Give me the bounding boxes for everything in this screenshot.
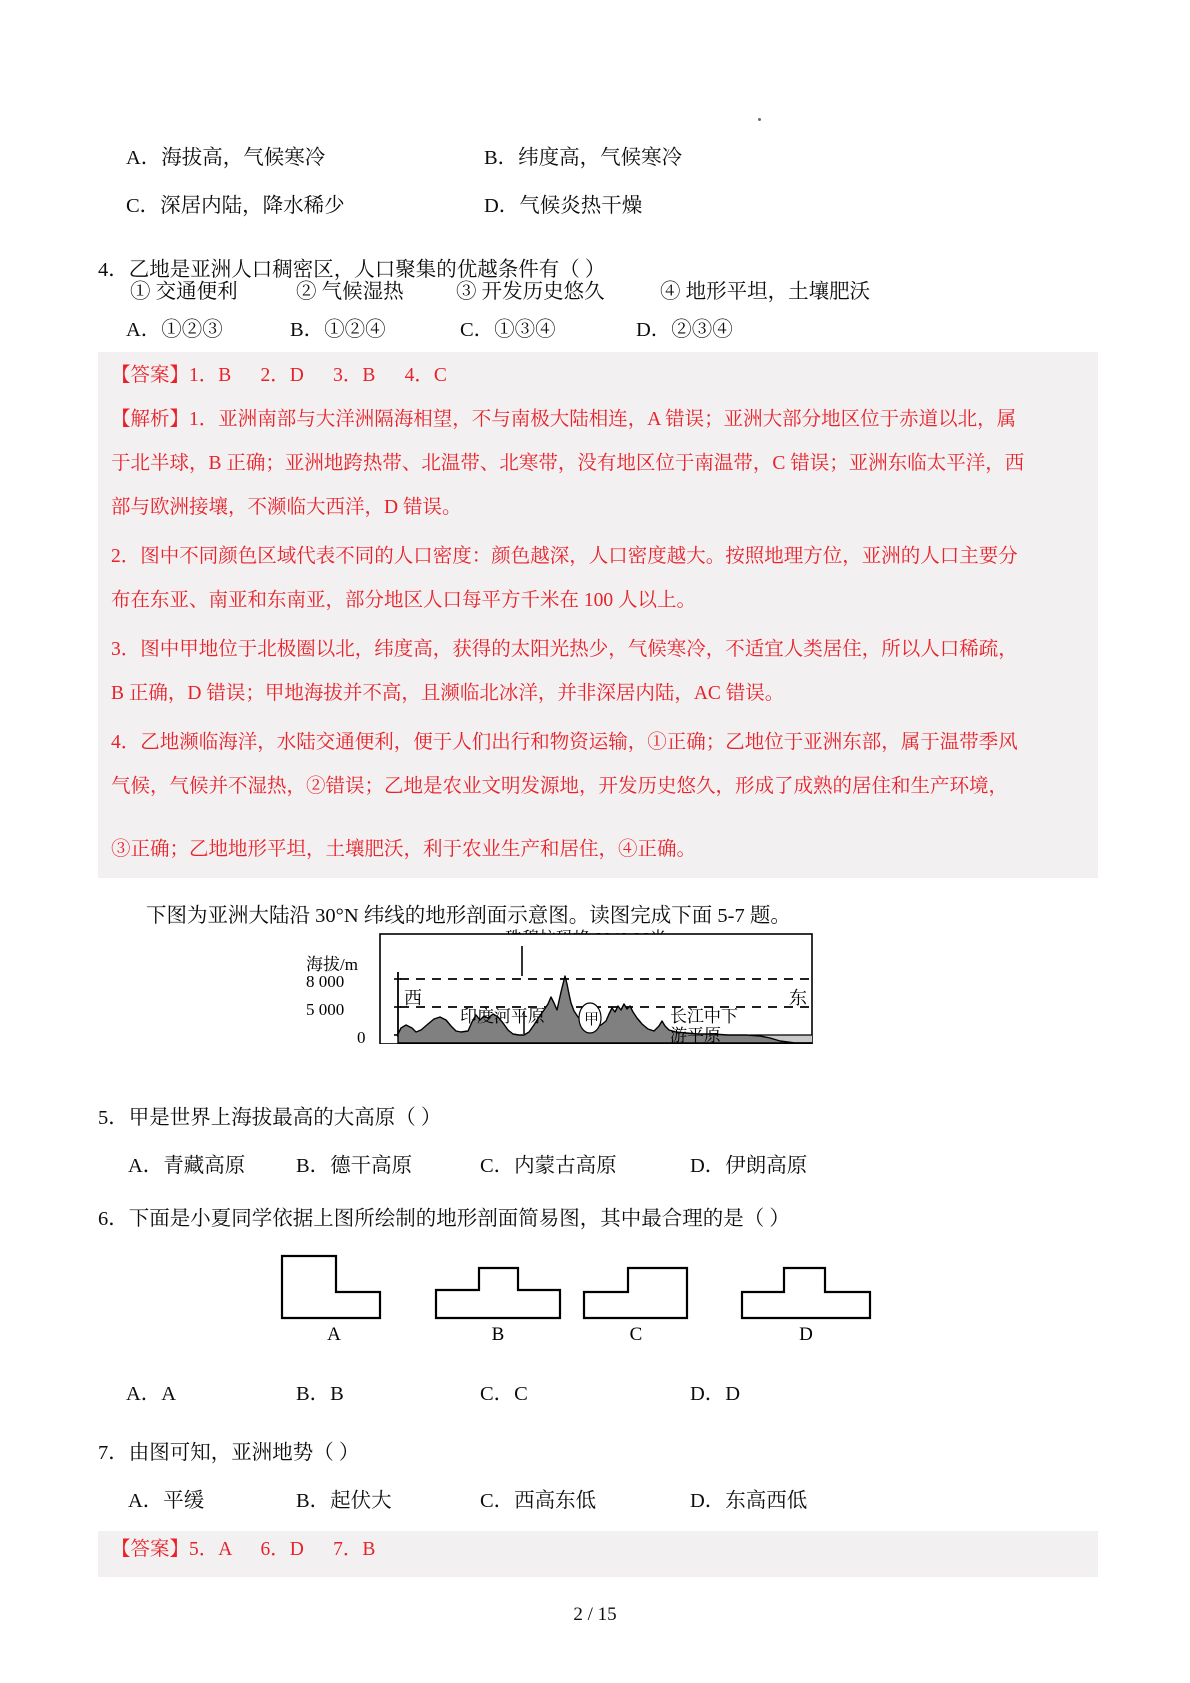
analysis-line-2: 于北半球，B 正确；亚洲地跨热带、北温带、北寒带，没有地区位于南温带，C 错误；亚洲东临太平洋，西: [111, 453, 1025, 474]
q5-stem: 5．甲是世界上海拔最高的大高原（ ）: [98, 1107, 442, 1129]
q4-option-b[interactable]: B．①②④: [290, 319, 386, 341]
answer-line-5-7: [111, 1540, 375, 1560]
direction-west-label: 西: [404, 988, 422, 1008]
q3-option-d[interactable]: D．气候炎热干燥: [484, 195, 643, 217]
q7-option-d[interactable]: D．东高西低: [690, 1490, 808, 1512]
analysis-label: 【解析】: [111, 409, 190, 430]
y-tick-8000: 8 000: [306, 972, 345, 991]
analysis-block-1-4: [98, 352, 1098, 834]
q4-stem: 4．乙地是亚洲人口稠密区，人口聚集的优越条件有（ ）: [98, 259, 606, 281]
q3-option-a[interactable]: A．海拔高，气候寒冷: [126, 147, 326, 169]
analysis-line-6: 3．图中甲地位于北极圈以北，纬度高，获得的太阳光热少，气候寒冷，不适宜人类居住，所以人口稀疏，: [111, 639, 1018, 660]
figure-intro-text: 下图为亚洲大陆沿 30°N 纬线的地形剖面示意图。读图完成下面 5-7 题。: [146, 905, 791, 927]
page-footer: 2 / 15: [573, 1604, 617, 1625]
q3-options-row-1: [98, 140, 1098, 186]
q6-option-a[interactable]: A．A: [126, 1383, 177, 1405]
q6-option-c[interactable]: C．C: [480, 1383, 528, 1405]
q5-option-c[interactable]: C．内蒙古高原: [480, 1155, 617, 1177]
shape-label-c: C: [629, 1324, 643, 1345]
q6-option-b[interactable]: B．B: [296, 1383, 344, 1405]
y-axis-title: 海拔/m: [306, 955, 358, 974]
q7-option-b[interactable]: B．起伏大: [296, 1490, 392, 1512]
q6-shapes-svg: [98, 1250, 1098, 1360]
shape-label-b: B: [491, 1324, 505, 1345]
q3-options-row-2: [98, 188, 1098, 234]
shape-label-d: D: [799, 1324, 813, 1345]
terrain-profile-figure: [300, 924, 820, 1047]
q4-item-4: ④ 地形平坦，土壤肥沃: [660, 281, 871, 303]
shape-label-a: A: [327, 1324, 341, 1345]
direction-east-label: 东: [789, 988, 807, 1008]
analysis-line-1: [111, 410, 1016, 430]
q3-option-c[interactable]: C．深居内陆，降水稀少: [126, 195, 345, 217]
answer-text-5-7: 5．A 6．D 7．B: [189, 1539, 376, 1560]
profile-svg: [300, 924, 820, 1044]
q5-option-b[interactable]: B．德干高原: [296, 1155, 413, 1177]
answer-text: 1．B 2．D 3．B 4．C: [189, 365, 447, 386]
analysis-line-3: 部与欧洲接壤，不濒临大西洋，D 错误。: [111, 497, 462, 518]
jia-marker-label: 甲: [584, 1012, 600, 1028]
yangtze-plain-label-line1: 长江中下: [670, 1007, 738, 1026]
answer-label: 【答案】: [111, 365, 190, 386]
yangtze-plain-label-line2: 游平原: [670, 1026, 721, 1045]
analysis-line-5: 布在东亚、南亚和东南亚，部分地区人口每平方千米在 100 人以上。: [111, 590, 697, 611]
analysis-block-1-4-tail: [98, 834, 1098, 878]
q4-item-1: ① 交通便利: [130, 281, 238, 303]
q3-option-b[interactable]: B．纬度高，气候寒冷: [484, 147, 683, 169]
analysis-text-1: 1．亚洲南部与大洋洲隔海相望，不与南极大陆相连，A 错误；亚洲大部分地区位于赤道以北，属: [189, 409, 1017, 430]
analysis-line-8: 4．乙地濒临海洋，水陆交通便利，便于人们出行和物资运输，①正确；乙地位于亚洲东部，属于温带季风: [111, 732, 1018, 753]
analysis-line-4: 2．图中不同颜色区域代表不同的人口密度：颜色越深，人口密度越大。按照地理方位，亚洲的人口主要分: [111, 546, 1018, 567]
q4-item-2: ② 气候湿热: [296, 281, 404, 303]
q4-item-3: ③ 开发历史悠久: [456, 281, 605, 303]
analysis-line-9: 气候，气候并不湿热，②错误；乙地是农业文明发源地，开发历史悠久，形成了成熟的居住和生产环境，: [111, 776, 1009, 797]
q7-options-row: [98, 1483, 1098, 1529]
q5-option-d[interactable]: D．伊朗高原: [690, 1155, 808, 1177]
indus-plain-label: 印度河平原: [460, 1007, 545, 1026]
q4-option-c[interactable]: C．①③④: [460, 319, 556, 341]
q7-option-a[interactable]: A．平缓: [128, 1490, 205, 1512]
answer-label-5-7: 【答案】: [111, 1539, 190, 1560]
analysis-line-10: ③正确；乙地地形平坦，土壤肥沃，利于农业生产和居住，④正确。: [111, 839, 697, 860]
y-tick-5000: 5 000: [306, 1000, 345, 1019]
analysis-line-7: B 正确，D 错误；甲地海拔并不高，且濒临北冰洋，并非深居内陆，AC 错误。: [111, 683, 785, 704]
q7-option-c[interactable]: C．西高东低: [480, 1490, 597, 1512]
q6-shape-options: [98, 1250, 1098, 1360]
answer-line-1-4: [111, 366, 447, 386]
q6-stem: 6．下面是小夏同学依据上图所绘制的地形剖面简易图，其中最合理的是（ ）: [98, 1208, 790, 1230]
q6-option-d[interactable]: D．D: [690, 1383, 741, 1405]
stray-dot-mark: [758, 118, 761, 121]
q4-option-a[interactable]: A．①②③: [126, 319, 223, 341]
q6-options-row: [98, 1376, 1098, 1422]
q5-option-a[interactable]: A．青藏高原: [128, 1155, 246, 1177]
analysis-block-5-7: [98, 1531, 1098, 1577]
y-tick-0: 0: [357, 1028, 366, 1047]
q5-options-row: [98, 1148, 1098, 1194]
q4-option-d[interactable]: D．②③④: [636, 319, 733, 341]
q7-stem: 7．由图可知，亚洲地势（ ）: [98, 1442, 360, 1464]
